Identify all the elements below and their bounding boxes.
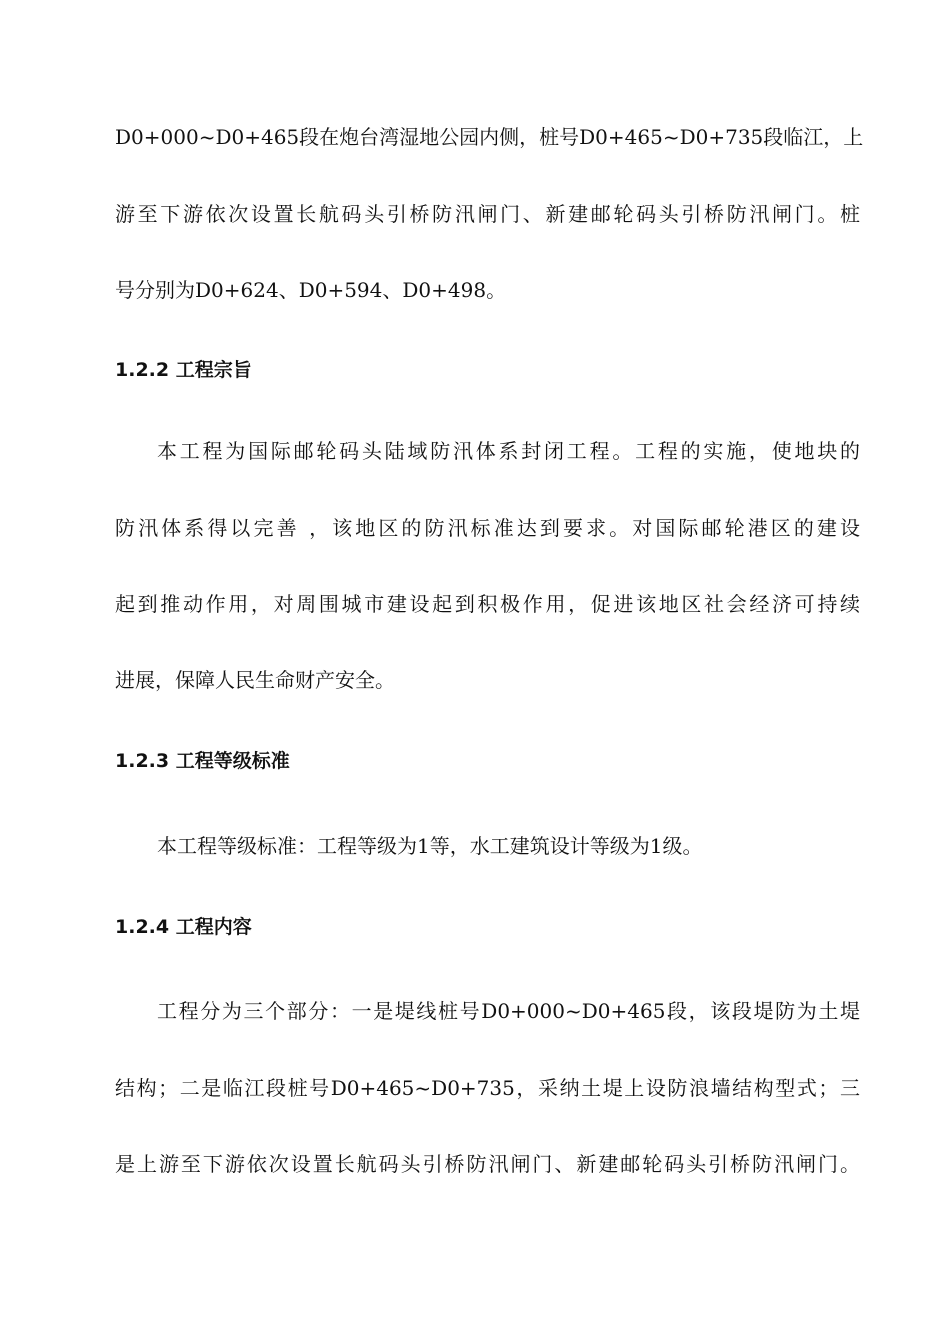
- section-heading-1-2-4: 1.2.4 工程内容: [115, 916, 252, 938]
- paragraph-line: 防汛体系得以完善 ，该地区的防汛标准达到要求。对国际邮轮港区的建设: [115, 516, 860, 540]
- section-heading-1-2-3: 1.2.3 工程等级标准: [115, 750, 290, 772]
- paragraph-line: 本工程为国际邮轮码头陆域防汛体系封闭工程。工程的实施，使地块的: [157, 439, 860, 463]
- paragraph-line: 号分别为D0+624、D0+594、D0+498。: [115, 278, 507, 302]
- paragraph-line: 游至下游依次设置长航码头引桥防汛闸门、新建邮轮码头引桥防汛闸门。桩: [115, 202, 860, 226]
- paragraph-line: 起到推动作用，对周围城市建设起到积极作用，促进该地区社会经济可持续: [115, 592, 860, 616]
- paragraph-line: 进展，保障人民生命财产安全。: [115, 668, 395, 692]
- paragraph-line: 工程分为三个部分：一是堤线桩号D0+000~D0+465段，该段堤防为土堤: [157, 999, 860, 1023]
- section-heading-1-2-2: 1.2.2 工程宗旨: [115, 359, 252, 381]
- paragraph-line: D0+000~D0+465段在炮台湾湿地公园内侧，桩号D0+465~D0+735段临江，上: [115, 125, 864, 149]
- paragraph-line: 结构；二是临江段桩号D0+465~D0+735，采纳土堤上设防浪墙结构型式；三: [115, 1076, 860, 1100]
- paragraph-line: 本工程等级标准：工程等级为1等，水工建筑设计等级为1级。: [157, 834, 703, 858]
- paragraph-line: 是上游至下游依次设置长航码头引桥防汛闸门、新建邮轮码头引桥防汛闸门。: [115, 1152, 860, 1176]
